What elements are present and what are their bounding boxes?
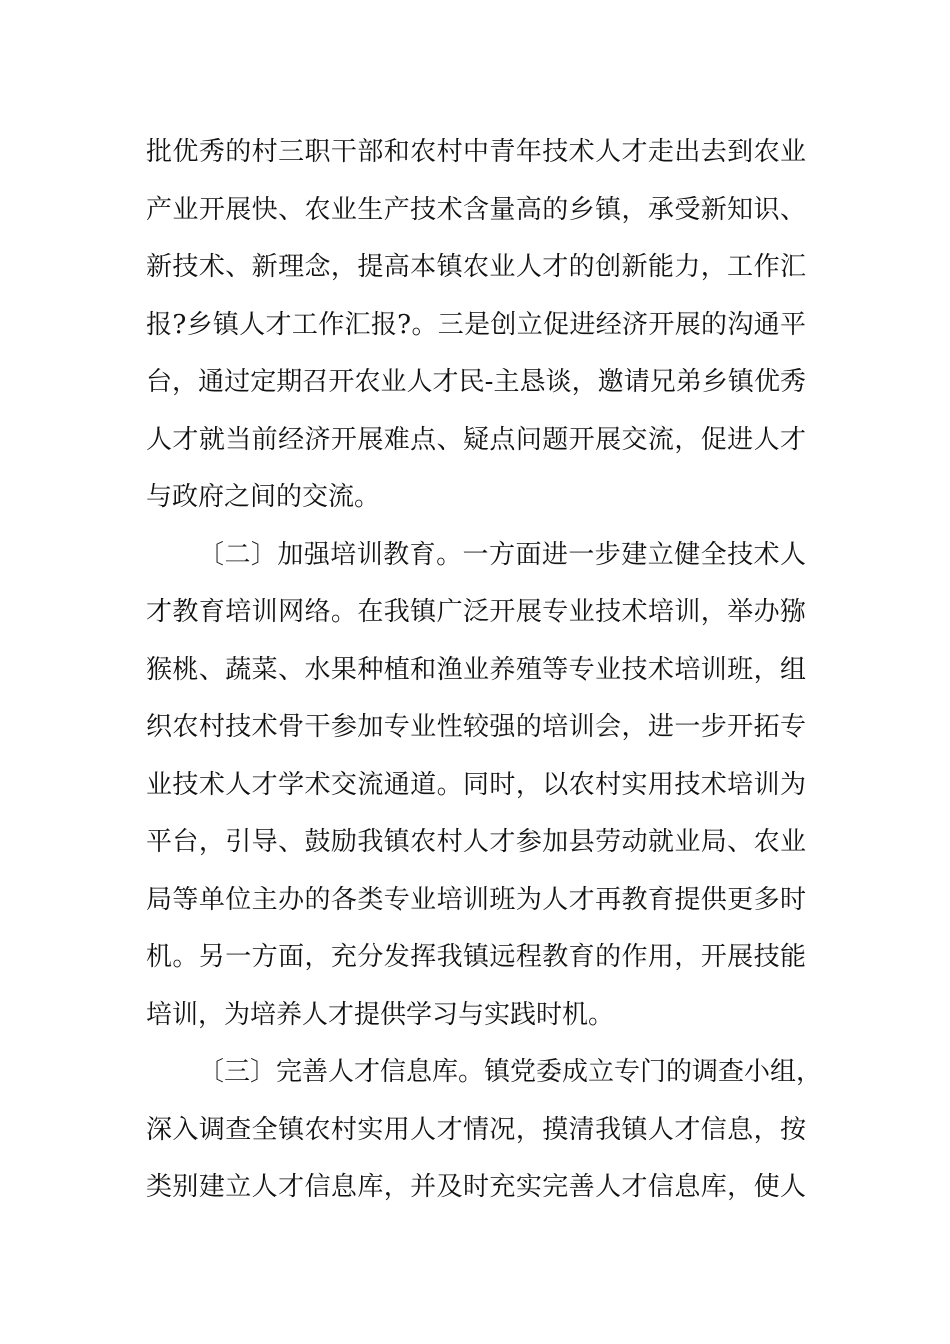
text-line: 与政府之间的交流。 bbox=[146, 482, 381, 512]
text-line: 局等单位主办的各类专业培训班为人才再教育提供更多时 bbox=[146, 884, 806, 915]
text-line: 培训，为培养人才提供学习与实践时机。 bbox=[146, 999, 615, 1030]
text-line: 新技术、新理念，提高本镇农业人才的创新能力，工作汇 bbox=[146, 252, 806, 282]
text-line: 报?乡镇人才工作汇报?。三是创立促进经济开展的沟通平 bbox=[146, 309, 806, 340]
text-line: 产业开展快、农业生产技术含量高的乡镇，承受新知识、 bbox=[146, 194, 806, 225]
text-line: 机。另一方面，充分发挥我镇远程教育的作用，开展技能 bbox=[146, 942, 806, 972]
text-line: 深入调查全镇农村实用人才情况，摸清我镇人才信息，按 bbox=[146, 1114, 806, 1145]
document-body bbox=[146, 124, 823, 1217]
text-line: 猴桃、蔬菜、水果种植和渔业养殖等专业技术培训班，组 bbox=[146, 654, 806, 685]
text-line: 类别建立人才信息库，并及时充实完善人才信息库，使人 bbox=[146, 1172, 806, 1202]
text-line: 平台，引导、鼓励我镇农村人才参加县劳动就业局、农业 bbox=[146, 827, 806, 857]
paragraph-3 bbox=[146, 1044, 823, 1217]
paragraph-2 bbox=[146, 527, 806, 1045]
text-line: 批优秀的村三职干部和农村中青年技术人才走出去到农业 bbox=[146, 137, 806, 167]
text-line: 业技术人才学术交流通道。同时，以农村实用技术培训为 bbox=[146, 769, 806, 800]
text-line: 〔二〕加强培训教育。一方面进一步建立健全技术人 bbox=[198, 539, 806, 570]
text-line: 人才就当前经济开展难点、疑点问题开展交流，促进人才 bbox=[146, 424, 806, 455]
text-line: 才教育培训网络。在我镇广泛开展专业技术培训，举办猕 bbox=[146, 597, 806, 627]
text-line: 台，通过定期召开农业人才民-主恳谈，邀请兄弟乡镇优秀 bbox=[146, 367, 806, 397]
paragraph-1 bbox=[146, 124, 806, 527]
text-line: 织农村技术骨干参加专业性较强的培训会，进一步开拓专 bbox=[146, 712, 806, 742]
text-line: 〔三〕完善人才信息库。镇党委成立专门的调查小组， bbox=[198, 1057, 823, 1087]
